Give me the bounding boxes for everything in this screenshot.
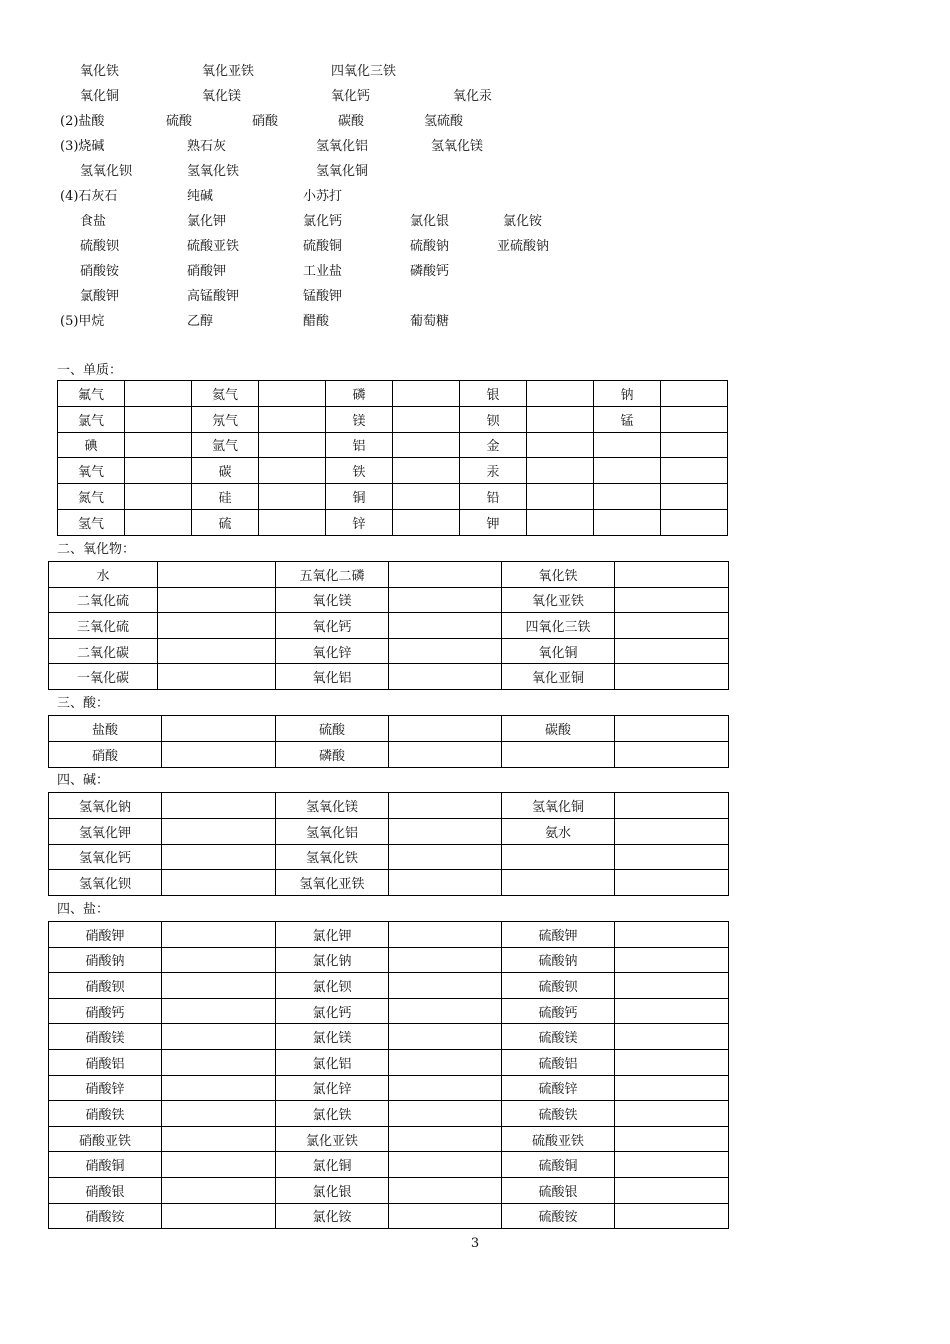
name-cell: 硝酸铜 — [49, 1152, 162, 1178]
name-cell: 硫酸铜 — [502, 1152, 615, 1178]
answer-cell[interactable] — [259, 458, 326, 484]
name-cell: 碳酸 — [502, 716, 615, 742]
name-cell: 氢氧化钠 — [49, 793, 162, 819]
answer-cell[interactable] — [162, 818, 276, 844]
intro-term: 亚硫酸钠 — [497, 239, 550, 254]
intro-term: 硝酸 — [252, 114, 279, 129]
answer-cell[interactable] — [162, 1049, 276, 1075]
name-cell: 硫酸钠 — [502, 947, 615, 973]
answer-cell[interactable] — [389, 998, 502, 1024]
section-title: 四、碱： — [57, 773, 110, 788]
answer-cell[interactable] — [162, 1075, 276, 1101]
answer-cell[interactable] — [389, 870, 502, 896]
name-cell: 氩气 — [192, 432, 259, 458]
intro-term: (2)盐酸 — [60, 114, 105, 129]
answer-cell[interactable] — [615, 562, 729, 588]
intro-term: 硫酸钡 — [80, 239, 120, 254]
table-row — [49, 1203, 729, 1229]
table-row — [49, 587, 729, 613]
name-cell: 氯化铵 — [276, 1203, 389, 1229]
answer-cell[interactable] — [615, 1177, 729, 1203]
answer-cell[interactable] — [615, 716, 729, 742]
name-cell: 三氧化硫 — [49, 613, 158, 639]
name-cell: 锌 — [326, 509, 393, 535]
answer-cell[interactable] — [615, 1152, 729, 1178]
answer-cell[interactable] — [162, 1101, 276, 1127]
table-row — [49, 562, 729, 588]
table-row — [49, 844, 729, 870]
name-cell: 一氧化碳 — [49, 664, 158, 690]
name-cell: 钡 — [460, 406, 527, 432]
name-cell: 磷酸 — [276, 742, 389, 768]
answer-cell[interactable] — [393, 432, 460, 458]
intro-term: 氧化铁 — [80, 64, 120, 79]
name-cell: 汞 — [460, 458, 527, 484]
name-cell: 氧化钙 — [276, 613, 389, 639]
answer-cell[interactable] — [162, 716, 276, 742]
answer-cell[interactable] — [615, 1075, 729, 1101]
answer-cell[interactable] — [389, 947, 502, 973]
table-row — [49, 870, 729, 896]
answer-cell[interactable] — [158, 562, 276, 588]
name-cell: 氢氧化钾 — [49, 818, 162, 844]
answer-cell[interactable] — [389, 716, 502, 742]
name-cell: 盐酸 — [49, 716, 162, 742]
answer-cell[interactable] — [259, 381, 326, 407]
name-cell: 氯化钠 — [276, 947, 389, 973]
answer-cell[interactable] — [615, 922, 729, 948]
name-cell: 硫酸镁 — [502, 1024, 615, 1050]
answer-cell[interactable] — [615, 844, 729, 870]
answer-cell[interactable] — [393, 509, 460, 535]
name-cell: 氮气 — [58, 484, 125, 510]
answer-cell[interactable] — [389, 613, 502, 639]
name-cell: 氧气 — [58, 458, 125, 484]
table-row — [49, 1024, 729, 1050]
answer-cell[interactable] — [162, 1177, 276, 1203]
section-table — [48, 715, 729, 768]
name-cell: 氯化亚铁 — [276, 1126, 389, 1152]
name-cell: 碘 — [58, 432, 125, 458]
section-table — [48, 792, 729, 896]
name-cell: 二氧化硫 — [49, 587, 158, 613]
answer-cell[interactable] — [389, 1126, 502, 1152]
table-row — [58, 432, 728, 458]
name-cell: 硫酸钡 — [502, 973, 615, 999]
table-row — [58, 458, 728, 484]
name-cell: 金 — [460, 432, 527, 458]
answer-cell[interactable] — [615, 1203, 729, 1229]
answer-cell[interactable] — [389, 562, 502, 588]
table-row — [49, 973, 729, 999]
name-cell: 氧化亚铁 — [502, 587, 615, 613]
intro-term: 硝酸钾 — [187, 264, 227, 279]
name-cell: 氧化铜 — [502, 638, 615, 664]
answer-cell[interactable] — [389, 742, 502, 768]
name-cell: 氨水 — [502, 818, 615, 844]
name-cell: 氢氧化铝 — [276, 818, 389, 844]
intro-term: 葡萄糖 — [410, 314, 450, 329]
table-row — [58, 484, 728, 510]
intro-term: 氢氧化钡 — [80, 164, 133, 179]
intro-term: 氯化银 — [410, 214, 450, 229]
name-cell: 氢氧化镁 — [276, 793, 389, 819]
answer-cell[interactable] — [125, 458, 192, 484]
table-row — [58, 381, 728, 407]
table-row — [49, 1126, 729, 1152]
name-cell — [502, 844, 615, 870]
answer-cell[interactable] — [259, 432, 326, 458]
section-table — [48, 921, 729, 1229]
answer-cell[interactable] — [615, 818, 729, 844]
name-cell: 硝酸镁 — [49, 1024, 162, 1050]
intro-term: 硫酸 — [166, 114, 193, 129]
intro-term: (3)烧碱 — [60, 139, 105, 154]
intro-term: 小苏打 — [303, 189, 343, 204]
name-cell: 氧化铝 — [276, 664, 389, 690]
answer-cell[interactable] — [615, 613, 729, 639]
name-cell: 硝酸钾 — [49, 922, 162, 948]
answer-cell[interactable] — [615, 947, 729, 973]
intro-term: 醋酸 — [303, 314, 330, 329]
table-row — [49, 638, 729, 664]
intro-term: 氯化钾 — [187, 214, 227, 229]
answer-cell[interactable] — [615, 587, 729, 613]
name-cell: 硫酸锌 — [502, 1075, 615, 1101]
name-cell: 硫酸铵 — [502, 1203, 615, 1229]
name-cell: 氧化锌 — [276, 638, 389, 664]
name-cell: 氯化铁 — [276, 1101, 389, 1127]
answer-cell[interactable] — [527, 432, 594, 458]
answer-cell[interactable] — [615, 1024, 729, 1050]
table-row — [49, 1101, 729, 1127]
intro-term: 纯碱 — [187, 189, 214, 204]
answer-cell[interactable] — [389, 587, 502, 613]
table-row — [58, 509, 728, 535]
intro-term: 硫酸铜 — [303, 239, 343, 254]
intro-term: 氢氧化铁 — [187, 164, 240, 179]
answer-cell[interactable] — [162, 1126, 276, 1152]
answer-cell[interactable] — [615, 664, 729, 690]
table-row — [49, 1177, 729, 1203]
answer-cell[interactable] — [615, 1049, 729, 1075]
table-row — [49, 818, 729, 844]
name-cell: 氟气 — [58, 381, 125, 407]
table-row — [49, 613, 729, 639]
answer-cell[interactable] — [615, 998, 729, 1024]
intro-term: 食盐 — [80, 214, 107, 229]
table-row — [49, 1152, 729, 1178]
intro-term: 氯化钙 — [303, 214, 343, 229]
table-row — [49, 1049, 729, 1075]
intro-term: 锰酸钾 — [303, 289, 343, 304]
name-cell: 硝酸钙 — [49, 998, 162, 1024]
name-cell: 磷 — [326, 381, 393, 407]
name-cell: 氖气 — [192, 406, 259, 432]
answer-cell[interactable] — [615, 973, 729, 999]
intro-term: 碳酸 — [338, 114, 365, 129]
name-cell: 硫 — [192, 509, 259, 535]
name-cell: 二氧化碳 — [49, 638, 158, 664]
intro-term: 硝酸铵 — [80, 264, 120, 279]
answer-cell[interactable] — [393, 406, 460, 432]
name-cell: 氯化钾 — [276, 922, 389, 948]
name-cell: 硝酸锌 — [49, 1075, 162, 1101]
name-cell: 硝酸 — [49, 742, 162, 768]
intro-term: 熟石灰 — [187, 139, 227, 154]
answer-cell[interactable] — [393, 458, 460, 484]
name-cell: 硝酸铵 — [49, 1203, 162, 1229]
section-title: 二、氧化物： — [57, 542, 136, 557]
answer-cell[interactable] — [162, 922, 276, 948]
intro-term: 工业盐 — [303, 264, 343, 279]
answer-cell[interactable] — [389, 1101, 502, 1127]
answer-cell[interactable] — [615, 1126, 729, 1152]
answer-cell[interactable] — [661, 381, 728, 407]
intro-term: 氧化汞 — [453, 89, 493, 104]
section-table — [57, 380, 728, 536]
answer-cell[interactable] — [661, 432, 728, 458]
name-cell: 硝酸亚铁 — [49, 1126, 162, 1152]
table-row — [49, 664, 729, 690]
intro-term: 氢硫酸 — [424, 114, 464, 129]
name-cell: 氯化镁 — [276, 1024, 389, 1050]
answer-cell[interactable] — [125, 406, 192, 432]
answer-cell[interactable] — [389, 1075, 502, 1101]
name-cell: 氢氧化钙 — [49, 844, 162, 870]
name-cell: 氧化铁 — [502, 562, 615, 588]
answer-cell[interactable] — [389, 793, 502, 819]
answer-cell[interactable] — [389, 664, 502, 690]
intro-term: 氯酸钾 — [80, 289, 120, 304]
name-cell: 镁 — [326, 406, 393, 432]
intro-term: 四氧化三铁 — [331, 64, 397, 79]
answer-cell[interactable] — [389, 973, 502, 999]
table-row — [49, 1075, 729, 1101]
name-cell: 氢气 — [58, 509, 125, 535]
intro-term: 硫酸亚铁 — [187, 239, 240, 254]
answer-cell[interactable] — [389, 1152, 502, 1178]
name-cell: 氯化银 — [276, 1177, 389, 1203]
name-cell: 氯化锌 — [276, 1075, 389, 1101]
name-cell: 硫酸钙 — [502, 998, 615, 1024]
name-cell: 氯化铜 — [276, 1152, 389, 1178]
answer-cell[interactable] — [661, 406, 728, 432]
section-table — [48, 561, 729, 690]
intro-term: (4)石灰石 — [60, 189, 118, 204]
name-cell: 铝 — [326, 432, 393, 458]
name-cell — [502, 870, 615, 896]
answer-cell[interactable] — [527, 509, 594, 535]
name-cell: 氧化镁 — [276, 587, 389, 613]
name-cell: 硝酸钡 — [49, 973, 162, 999]
answer-cell[interactable] — [158, 638, 276, 664]
intro-term: 氧化镁 — [202, 89, 242, 104]
name-cell: 氯化铝 — [276, 1049, 389, 1075]
name-cell: 硫酸钾 — [502, 922, 615, 948]
table-row — [58, 406, 728, 432]
name-cell: 氯化钙 — [276, 998, 389, 1024]
answer-cell[interactable] — [158, 613, 276, 639]
answer-cell[interactable] — [615, 793, 729, 819]
name-cell: 硝酸银 — [49, 1177, 162, 1203]
answer-cell[interactable] — [615, 638, 729, 664]
name-cell: 铜 — [326, 484, 393, 510]
answer-cell[interactable] — [389, 1049, 502, 1075]
answer-cell[interactable] — [389, 638, 502, 664]
name-cell: 硫酸铁 — [502, 1101, 615, 1127]
name-cell: 四氧化三铁 — [502, 613, 615, 639]
name-cell: 氧化亚铜 — [502, 664, 615, 690]
answer-cell[interactable] — [527, 406, 594, 432]
intro-term: 氯化铵 — [503, 214, 543, 229]
answer-cell[interactable] — [158, 664, 276, 690]
answer-cell[interactable] — [661, 484, 728, 510]
answer-cell[interactable] — [389, 1024, 502, 1050]
name-cell: 硝酸铁 — [49, 1101, 162, 1127]
answer-cell[interactable] — [259, 509, 326, 535]
answer-cell[interactable] — [162, 947, 276, 973]
answer-cell[interactable] — [162, 844, 276, 870]
table-row — [49, 922, 729, 948]
intro-term: 高锰酸钾 — [187, 289, 240, 304]
section-title: 三、酸： — [57, 696, 110, 711]
answer-cell[interactable] — [162, 870, 276, 896]
answer-cell[interactable] — [158, 587, 276, 613]
intro-term: 硫酸钠 — [410, 239, 450, 254]
table-row — [49, 793, 729, 819]
name-cell: 银 — [460, 381, 527, 407]
answer-cell[interactable] — [389, 922, 502, 948]
answer-cell[interactable] — [389, 1203, 502, 1229]
answer-cell[interactable] — [125, 432, 192, 458]
intro-term: 乙醇 — [187, 314, 214, 329]
name-cell: 硫酸铝 — [502, 1049, 615, 1075]
name-cell: 铁 — [326, 458, 393, 484]
answer-cell[interactable] — [259, 484, 326, 510]
name-cell: 硅 — [192, 484, 259, 510]
answer-cell[interactable] — [162, 1203, 276, 1229]
answer-cell[interactable] — [125, 509, 192, 535]
answer-cell[interactable] — [259, 406, 326, 432]
intro-term: 磷酸钙 — [410, 264, 450, 279]
name-cell: 硝酸钠 — [49, 947, 162, 973]
table-row — [49, 742, 729, 768]
intro-term: 氧化钙 — [331, 89, 371, 104]
name-cell: 氯化钡 — [276, 973, 389, 999]
name-cell: 硫酸亚铁 — [502, 1126, 615, 1152]
name-cell: 硝酸铝 — [49, 1049, 162, 1075]
answer-cell[interactable] — [615, 1101, 729, 1127]
answer-cell[interactable] — [393, 484, 460, 510]
name-cell: 钾 — [460, 509, 527, 535]
answer-cell[interactable] — [162, 998, 276, 1024]
name-cell: 氢氧化亚铁 — [276, 870, 389, 896]
answer-cell[interactable] — [615, 870, 729, 896]
name-cell — [594, 509, 661, 535]
answer-cell[interactable] — [527, 458, 594, 484]
answer-cell[interactable] — [527, 484, 594, 510]
answer-cell[interactable] — [527, 381, 594, 407]
intro-term: (5)甲烷 — [60, 314, 105, 329]
name-cell: 钠 — [594, 381, 661, 407]
name-cell: 氢氧化铜 — [502, 793, 615, 819]
answer-cell[interactable] — [389, 818, 502, 844]
intro-term: 氢氧化镁 — [431, 139, 484, 154]
answer-cell[interactable] — [389, 1177, 502, 1203]
name-cell: 氢氧化钡 — [49, 870, 162, 896]
name-cell — [502, 742, 615, 768]
name-cell: 水 — [49, 562, 158, 588]
name-cell: 五氧化二磷 — [276, 562, 389, 588]
answer-cell[interactable] — [661, 458, 728, 484]
section-title: 四、盐： — [57, 902, 110, 917]
name-cell — [594, 484, 661, 510]
name-cell — [594, 458, 661, 484]
name-cell: 碳 — [192, 458, 259, 484]
name-cell: 锰 — [594, 406, 661, 432]
name-cell: 氢氧化铁 — [276, 844, 389, 870]
intro-term: 氢氧化铝 — [316, 139, 369, 154]
name-cell — [594, 432, 661, 458]
section-title: 一、单质： — [57, 363, 123, 378]
answer-cell[interactable] — [162, 793, 276, 819]
answer-cell[interactable] — [162, 742, 276, 768]
page-number: 3 — [470, 1236, 480, 1251]
answer-cell[interactable] — [615, 742, 729, 768]
intro-term: 氧化亚铁 — [202, 64, 255, 79]
table-row — [49, 947, 729, 973]
intro-term: 氢氧化铜 — [316, 164, 369, 179]
name-cell: 硫酸银 — [502, 1177, 615, 1203]
answer-cell[interactable] — [162, 973, 276, 999]
name-cell: 氦气 — [192, 381, 259, 407]
answer-cell[interactable] — [125, 381, 192, 407]
name-cell: 铅 — [460, 484, 527, 510]
intro-term: 氧化铜 — [80, 89, 120, 104]
table-row — [49, 998, 729, 1024]
answer-cell[interactable] — [162, 1152, 276, 1178]
answer-cell[interactable] — [661, 509, 728, 535]
answer-cell[interactable] — [389, 844, 502, 870]
answer-cell[interactable] — [162, 1024, 276, 1050]
answer-cell[interactable] — [125, 484, 192, 510]
answer-cell[interactable] — [393, 381, 460, 407]
name-cell: 氯气 — [58, 406, 125, 432]
name-cell: 硫酸 — [276, 716, 389, 742]
table-row — [49, 716, 729, 742]
